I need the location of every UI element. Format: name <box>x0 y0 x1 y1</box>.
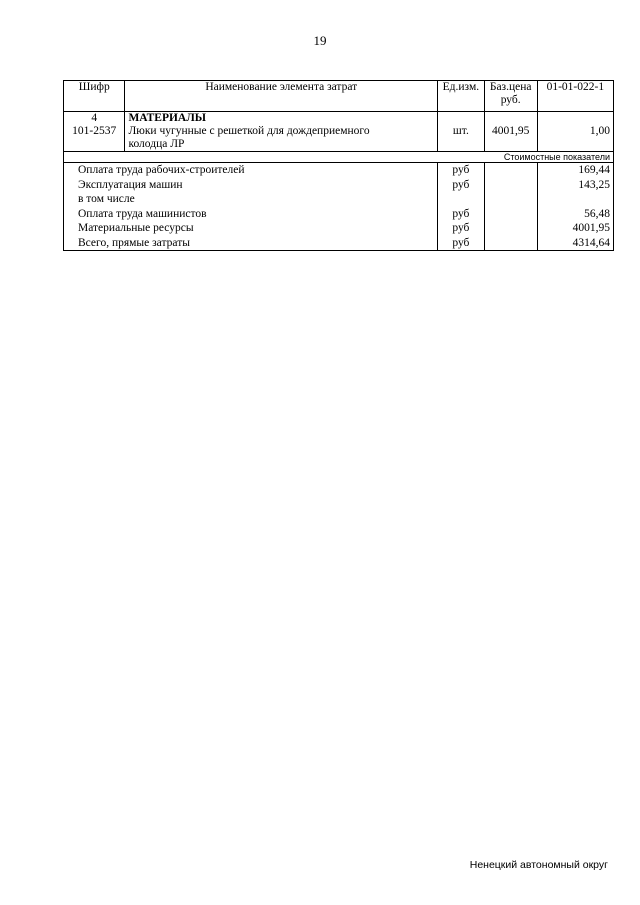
table-row <box>64 163 614 178</box>
material-price: 4001,95 <box>484 125 537 152</box>
page-number: 19 <box>313 33 327 48</box>
section-title-row <box>64 112 614 126</box>
section-title: МАТЕРИАЛЫ <box>125 112 438 126</box>
cost-table <box>63 80 614 251</box>
row-unit: руб <box>438 207 485 222</box>
cost-indicators-header <box>64 152 614 163</box>
table-row <box>64 236 614 251</box>
header-price-line1: Баз.цена <box>489 81 532 93</box>
row-label: Всего, прямые затраты <box>64 236 438 251</box>
material-quantity: 1,00 <box>537 125 613 152</box>
row-unit: руб <box>438 163 485 178</box>
row-label: Эксплуатация машин <box>64 178 438 193</box>
table-header-row <box>64 81 614 112</box>
table-row <box>64 221 614 236</box>
material-code: 101-2537 <box>64 125 125 152</box>
section-number: 4 <box>64 112 125 126</box>
region-footer: Ненецкий автономный округ <box>469 859 608 871</box>
row-unit: руб <box>438 178 485 193</box>
row-label: в том числе <box>64 192 438 207</box>
row-value: 56,48 <box>537 207 613 222</box>
table-row <box>64 178 614 193</box>
header-price-line2: руб. <box>500 94 521 106</box>
row-unit <box>438 192 485 207</box>
table-row <box>64 207 614 222</box>
header-code: Шифр <box>64 81 125 112</box>
row-label: Оплата труда рабочих-строителей <box>64 163 438 178</box>
cost-indicators-label: Стоимостные показатели <box>64 152 614 163</box>
row-label: Материальные ресурсы <box>64 221 438 236</box>
material-name <box>125 125 438 152</box>
row-unit: руб <box>438 221 485 236</box>
material-row <box>64 125 614 152</box>
row-label: Оплата труда машинистов <box>64 207 438 222</box>
header-base-price <box>484 81 537 112</box>
row-value <box>537 192 613 207</box>
header-unit: Ед.изм. <box>438 81 485 112</box>
row-value: 4001,95 <box>537 221 613 236</box>
row-value: 4314,64 <box>537 236 613 251</box>
material-name-line1: Люки чугунные с решеткой для дождеприемного <box>128 125 370 137</box>
header-rate-code: 01-01-022-1 <box>537 81 613 112</box>
row-unit: руб <box>438 236 485 251</box>
row-value: 169,44 <box>537 163 613 178</box>
table-row <box>64 192 614 207</box>
header-name: Наименование элемента затрат <box>125 81 438 112</box>
row-value: 143,25 <box>537 178 613 193</box>
material-name-line2: колодца ЛР <box>128 138 185 150</box>
material-unit: шт. <box>438 125 485 152</box>
